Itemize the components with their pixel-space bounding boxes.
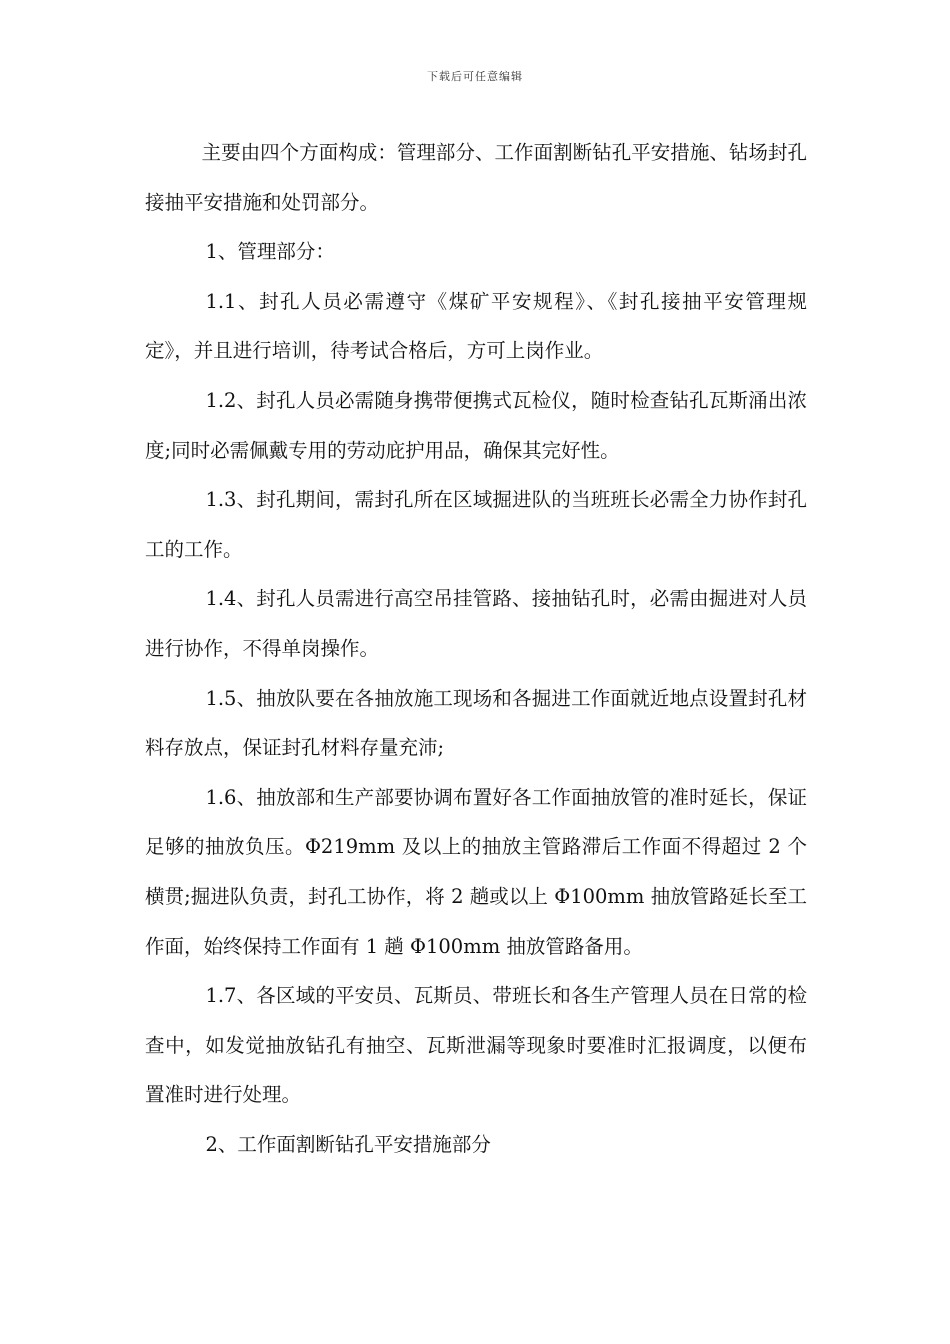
document-body	[145, 128, 807, 1169]
clause-1-5: 1.5、抽放队要在各抽放施工现场和各掘进工作面就近地点设置封孔材料存放点，保证封孔材料存量充沛;	[145, 686, 807, 760]
clause-1-2: 1.2、封孔人员必需随身携带便携式瓦检仪，随时检查钻孔瓦斯涌出浓度;同时必需佩戴专用的劳动庇护用品，确保其完好性。	[145, 388, 807, 462]
clause-1-1: 1.1、封孔人员必需遵守《煤矿平安规程》、《封孔接抽平安管理规定》，并且进行培训，待考试合格后，方可上岗作业。	[145, 289, 807, 363]
intro-paragraph: 主要由四个方面构成：管理部分、工作面割断钻孔平安措施、钻场封孔接抽平安措施和处罚部分。	[145, 141, 807, 214]
clause-1-3: 1.3、封孔期间，需封孔所在区域掘进队的当班班长必需全力协作封孔工的工作。	[145, 488, 807, 561]
section-heading-management: 1、管理部分：	[205, 240, 335, 264]
section-heading-cut-borehole: 2、工作面割断钻孔平安措施部分	[205, 1132, 491, 1156]
page-header: 下载后可任意编辑	[427, 70, 523, 83]
clause-1-4: 1.4、封孔人员需进行高空吊挂管路、接抽钻孔时，必需由掘进对人员进行协作，不得单岗操作。	[145, 587, 807, 660]
clause-1-7: 1.7、各区域的平安员、瓦斯员、带班长和各生产管理人员在日常的检查中，如发觉抽放钻孔有抽空、瓦斯泄漏等现象时要准时汇报调度，以便布置准时进行处理。	[145, 984, 807, 1107]
clause-1-6: 1.6、抽放部和生产部要协调布置好各工作面抽放管的准时延长，保证足够的抽放负压。Φ219mm 及以上的抽放主管路滞后工作面不得超过 2 个横贯;掘进队负责，封孔工协作，将 2 趟或以上 Φ100mm 抽放管路延长至工作面，始终保持工作面有 1 趟 Φ100mm 抽放管路备用。	[145, 785, 807, 958]
